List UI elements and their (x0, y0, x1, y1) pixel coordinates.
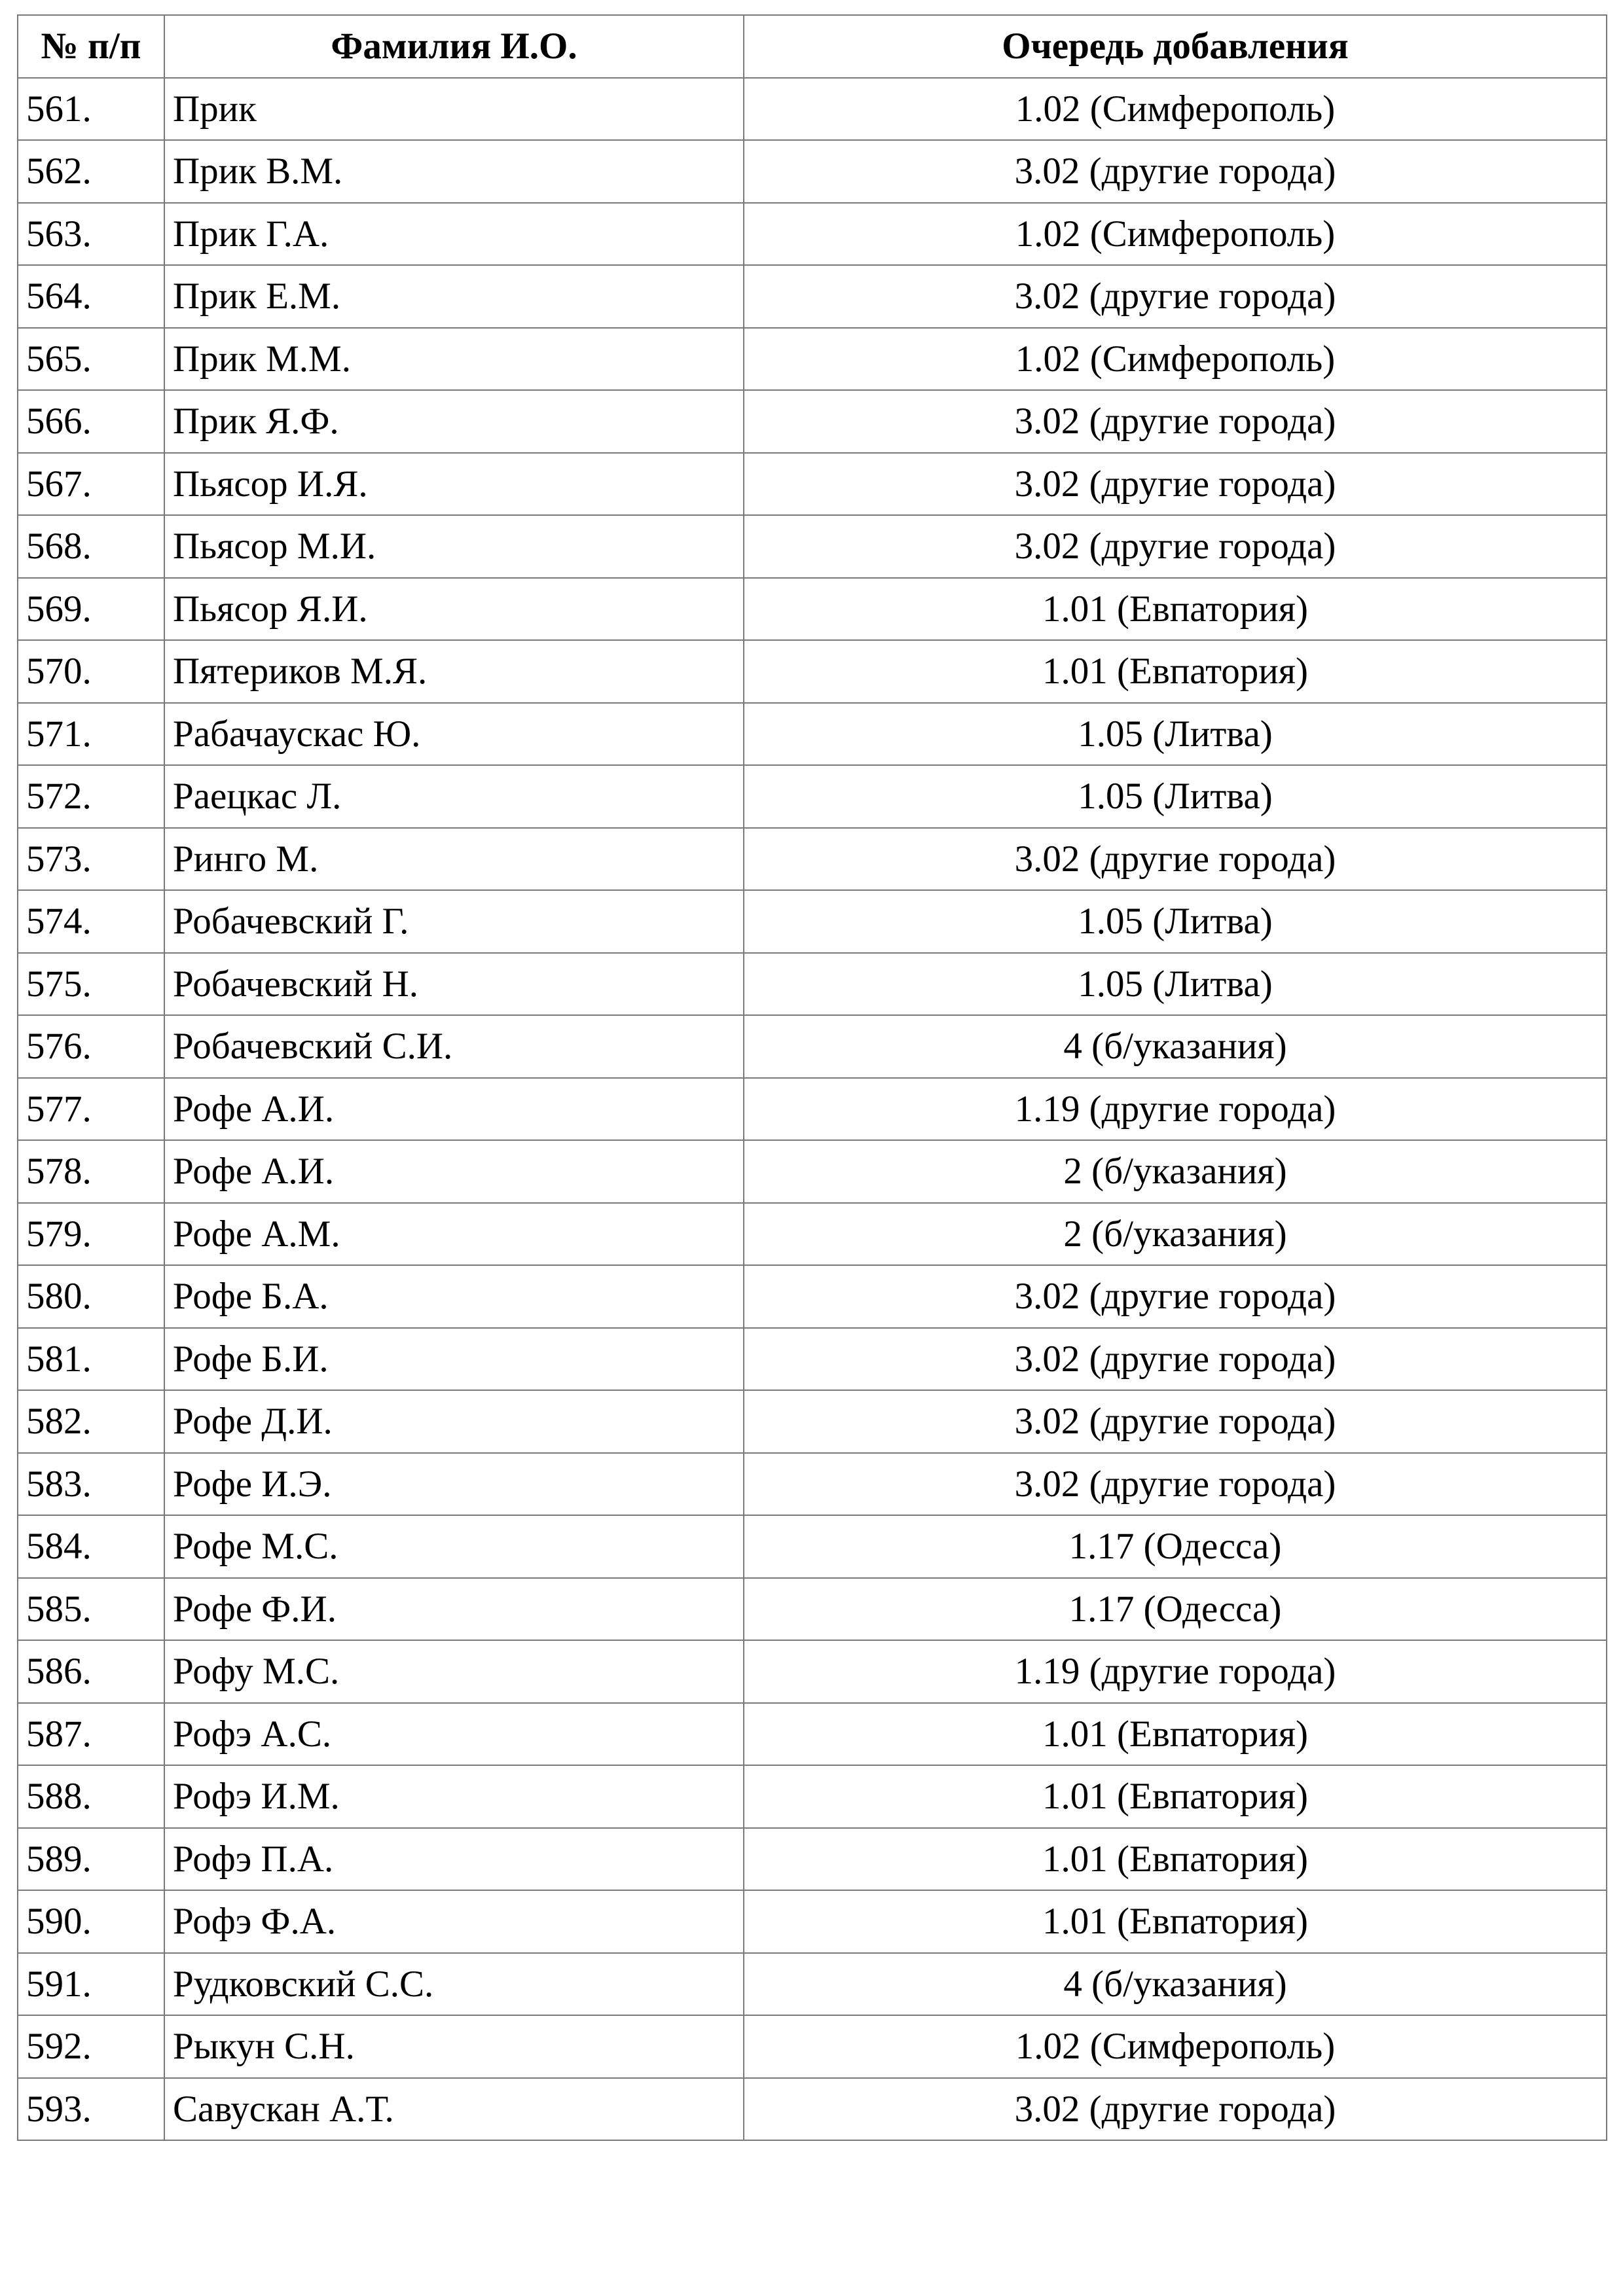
row-number: 588. (18, 1765, 164, 1828)
table-row (18, 78, 1607, 141)
row-name: Рудковский С.С. (164, 1953, 744, 2016)
table-row (18, 1390, 1607, 1453)
row-queue: 3.02 (другие города) (744, 828, 1607, 891)
row-queue: 1.01 (Евпатория) (744, 1890, 1607, 1953)
row-number: 585. (18, 1578, 164, 1641)
table-row (18, 765, 1607, 828)
row-number: 563. (18, 203, 164, 266)
row-queue: 1.01 (Евпатория) (744, 578, 1607, 641)
row-queue: 1.01 (Евпатория) (744, 1828, 1607, 1891)
row-number: 577. (18, 1078, 164, 1141)
row-number: 574. (18, 890, 164, 953)
row-queue: 4 (б/указания) (744, 1953, 1607, 2016)
row-name: Рофе А.И. (164, 1078, 744, 1141)
header-queue: Очередь добавления (744, 15, 1607, 78)
table-row (18, 1890, 1607, 1953)
row-number: 567. (18, 453, 164, 516)
row-name: Робачевский С.И. (164, 1015, 744, 1078)
row-name: Рофе Б.И. (164, 1328, 744, 1391)
row-name: Рофэ И.М. (164, 1765, 744, 1828)
row-name: Рыкун С.Н. (164, 2015, 744, 2078)
header-row (18, 15, 1607, 78)
row-queue: 3.02 (другие города) (744, 390, 1607, 453)
row-name: Прик Я.Ф. (164, 390, 744, 453)
row-name: Ринго М. (164, 828, 744, 891)
row-name: Прик М.М. (164, 328, 744, 391)
row-number: 587. (18, 1703, 164, 1766)
row-name: Прик Е.М. (164, 265, 744, 328)
table-row (18, 2078, 1607, 2141)
table-row (18, 1828, 1607, 1891)
table-row (18, 1953, 1607, 2016)
table-row (18, 328, 1607, 391)
row-name: Рофе Ф.И. (164, 1578, 744, 1641)
row-name: Рофэ П.А. (164, 1828, 744, 1891)
row-queue: 1.05 (Литва) (744, 890, 1607, 953)
row-number: 562. (18, 140, 164, 203)
table-row (18, 140, 1607, 203)
row-queue: 1.02 (Симферополь) (744, 2015, 1607, 2078)
row-number: 576. (18, 1015, 164, 1078)
row-queue: 4 (б/указания) (744, 1015, 1607, 1078)
table-row (18, 1203, 1607, 1266)
row-name: Рофе М.С. (164, 1515, 744, 1578)
row-queue: 1.17 (Одесса) (744, 1578, 1607, 1641)
row-queue: 1.01 (Евпатория) (744, 1703, 1607, 1766)
table-row (18, 1015, 1607, 1078)
row-number: 565. (18, 328, 164, 391)
row-name: Рофэ Ф.А. (164, 1890, 744, 1953)
table-row (18, 453, 1607, 516)
table-row (18, 953, 1607, 1016)
table-row (18, 890, 1607, 953)
row-number: 570. (18, 640, 164, 703)
row-queue: 3.02 (другие города) (744, 1453, 1607, 1516)
table-row (18, 1328, 1607, 1391)
row-number: 561. (18, 78, 164, 141)
row-queue: 3.02 (другие города) (744, 265, 1607, 328)
row-name: Пьясор Я.И. (164, 578, 744, 641)
row-number: 591. (18, 1953, 164, 2016)
table-row (18, 1703, 1607, 1766)
row-queue: 1.17 (Одесса) (744, 1515, 1607, 1578)
row-number: 589. (18, 1828, 164, 1891)
row-queue: 1.05 (Литва) (744, 703, 1607, 766)
row-number: 586. (18, 1640, 164, 1703)
row-number: 569. (18, 578, 164, 641)
row-name: Рабачаускас Ю. (164, 703, 744, 766)
row-name: Рофе А.И. (164, 1140, 744, 1203)
table-body (18, 78, 1607, 2141)
row-name: Рофу М.С. (164, 1640, 744, 1703)
row-queue: 1.19 (другие города) (744, 1078, 1607, 1141)
row-queue: 3.02 (другие города) (744, 515, 1607, 578)
table-row (18, 1578, 1607, 1641)
table-row (18, 1453, 1607, 1516)
document-sheet (17, 14, 1606, 2141)
table-row (18, 1765, 1607, 1828)
row-number: 573. (18, 828, 164, 891)
row-number: 580. (18, 1265, 164, 1328)
row-number: 590. (18, 1890, 164, 1953)
row-number: 582. (18, 1390, 164, 1453)
row-number: 579. (18, 1203, 164, 1266)
table-row (18, 265, 1607, 328)
row-number: 583. (18, 1453, 164, 1516)
row-name: Рофе Д.И. (164, 1390, 744, 1453)
table-row (18, 1640, 1607, 1703)
row-number: 584. (18, 1515, 164, 1578)
row-queue: 1.01 (Евпатория) (744, 1765, 1607, 1828)
row-name: Савускан А.Т. (164, 2078, 744, 2141)
row-number: 568. (18, 515, 164, 578)
row-queue: 1.02 (Симферополь) (744, 78, 1607, 141)
row-number: 593. (18, 2078, 164, 2141)
row-queue: 1.02 (Симферополь) (744, 203, 1607, 266)
table-row (18, 2015, 1607, 2078)
table-header (18, 15, 1607, 78)
table-row (18, 703, 1607, 766)
table-row (18, 1078, 1607, 1141)
row-name: Рофе И.Э. (164, 1453, 744, 1516)
row-name: Рофе А.М. (164, 1203, 744, 1266)
row-queue: 3.02 (другие города) (744, 1265, 1607, 1328)
row-name: Пьясор М.И. (164, 515, 744, 578)
table-row (18, 1515, 1607, 1578)
row-name: Раецкас Л. (164, 765, 744, 828)
table-row (18, 1140, 1607, 1203)
row-name: Рофе Б.А. (164, 1265, 744, 1328)
table-row (18, 640, 1607, 703)
table-row (18, 390, 1607, 453)
row-number: 578. (18, 1140, 164, 1203)
table-row (18, 828, 1607, 891)
row-name: Пьясор И.Я. (164, 453, 744, 516)
row-queue: 2 (б/указания) (744, 1203, 1607, 1266)
row-queue: 1.01 (Евпатория) (744, 640, 1607, 703)
table-row (18, 203, 1607, 266)
registry-table (17, 14, 1607, 2141)
row-queue: 2 (б/указания) (744, 1140, 1607, 1203)
row-number: 571. (18, 703, 164, 766)
row-queue: 3.02 (другие города) (744, 453, 1607, 516)
row-name: Пятериков М.Я. (164, 640, 744, 703)
row-queue: 3.02 (другие города) (744, 1390, 1607, 1453)
table-row (18, 515, 1607, 578)
row-queue: 3.02 (другие города) (744, 2078, 1607, 2141)
row-name: Рофэ А.С. (164, 1703, 744, 1766)
row-number: 566. (18, 390, 164, 453)
header-name: Фамилия И.О. (164, 15, 744, 78)
row-queue: 3.02 (другие города) (744, 1328, 1607, 1391)
row-number: 581. (18, 1328, 164, 1391)
row-queue: 1.05 (Литва) (744, 765, 1607, 828)
row-name: Робачевский Н. (164, 953, 744, 1016)
row-number: 575. (18, 953, 164, 1016)
row-name: Прик (164, 78, 744, 141)
row-number: 572. (18, 765, 164, 828)
row-queue: 1.02 (Симферополь) (744, 328, 1607, 391)
row-number: 592. (18, 2015, 164, 2078)
header-number: № п/п (18, 15, 164, 78)
row-name: Прик В.М. (164, 140, 744, 203)
row-number: 564. (18, 265, 164, 328)
row-queue: 3.02 (другие города) (744, 140, 1607, 203)
table-row (18, 578, 1607, 641)
table-row (18, 1265, 1607, 1328)
row-name: Прик Г.А. (164, 203, 744, 266)
row-name: Робачевский Г. (164, 890, 744, 953)
row-queue: 1.19 (другие города) (744, 1640, 1607, 1703)
row-queue: 1.05 (Литва) (744, 953, 1607, 1016)
